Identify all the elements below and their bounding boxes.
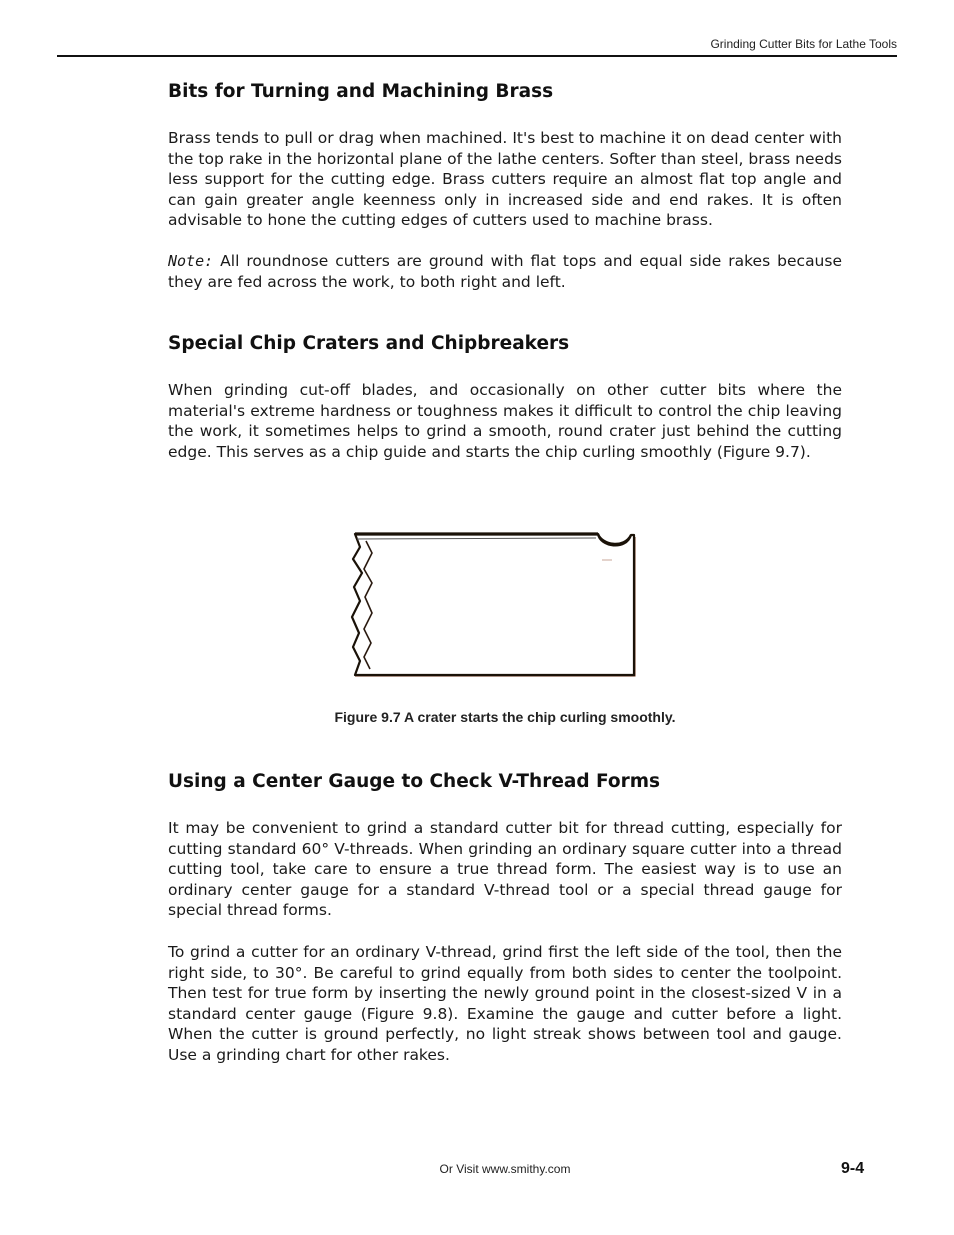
paragraph-chip-craters: When grinding cut-off blades, and occasionally on other cutter bits where the material's extreme hardness or toughness makes it difficult to control the chip leaving the work, it sometimes helps to grind a smooth, round crater just behind the cutting edge. This serves as a chip guide and starts the chip curling smoothly (Figure 9.7). — [168, 381, 842, 461]
section-heading-center-gauge: Using a Center Gauge to Check V-Thread Forms — [168, 771, 661, 792]
paragraph-center-gauge-1: It may be convenient to grind a standard cutter bit for thread cutting, especially for cutting standard 60° V-threads. When grinding an ordinary square cutter into a thread cutting tool, take care to ensure a true thread form. The easiest way is to use an ordinary center gauge for a standard V-thread tool or a special thread gauge for special thread forms. — [168, 819, 842, 920]
paragraph-center-gauge-2: To grind a cutter for an ordinary V-thread, grind first the left side of the tool, then the right side, to 30°. Be careful to grind equally from both sides to center the toolpoint. Then test for true form by inserting the newly ground point in the closest-sized V in a standard center gauge (Figure 9.8). Examine the gauge and cutter before a light. When the cutter is ground perfectly, no light streak shows between tool and gauge. Use a grinding chart for other rakes. — [168, 943, 842, 1064]
paragraph-brass: Brass tends to pull or drag when machined. It's best to machine it on dead center with the top rake in the horizontal plane of the lathe centers. Softer than steel, brass needs less support for the cutting edge. Brass cutters require an almost flat top angle and can gain greater angle keenness only in increased side and end rakes. It is often advisable to hone the cutting edges of cutters used to machine brass. — [168, 129, 842, 230]
figure-caption: Figure 9.7 A crater starts the chip curling smoothly. — [334, 709, 676, 725]
note-paragraph — [168, 251, 842, 292]
section-heading-brass: Bits for Turning and Machining Brass — [168, 81, 554, 102]
running-header: Grinding Cutter Bits for Lathe Tools — [710, 37, 897, 51]
note-text: All roundnose cutters are ground with flat tops and equal side rakes because they are fed across the work, to both right and left. — [168, 252, 842, 291]
header-rule — [57, 55, 897, 57]
cutter-body — [352, 534, 634, 675]
footer-website: Or Visit www.smithy.com — [439, 1162, 571, 1176]
page-number: 9-4 — [841, 1160, 865, 1177]
figure-cutter-crater — [350, 529, 636, 679]
note-label: Note: — [168, 252, 214, 270]
section-heading-chip-craters: Special Chip Craters and Chipbreakers — [168, 333, 570, 354]
